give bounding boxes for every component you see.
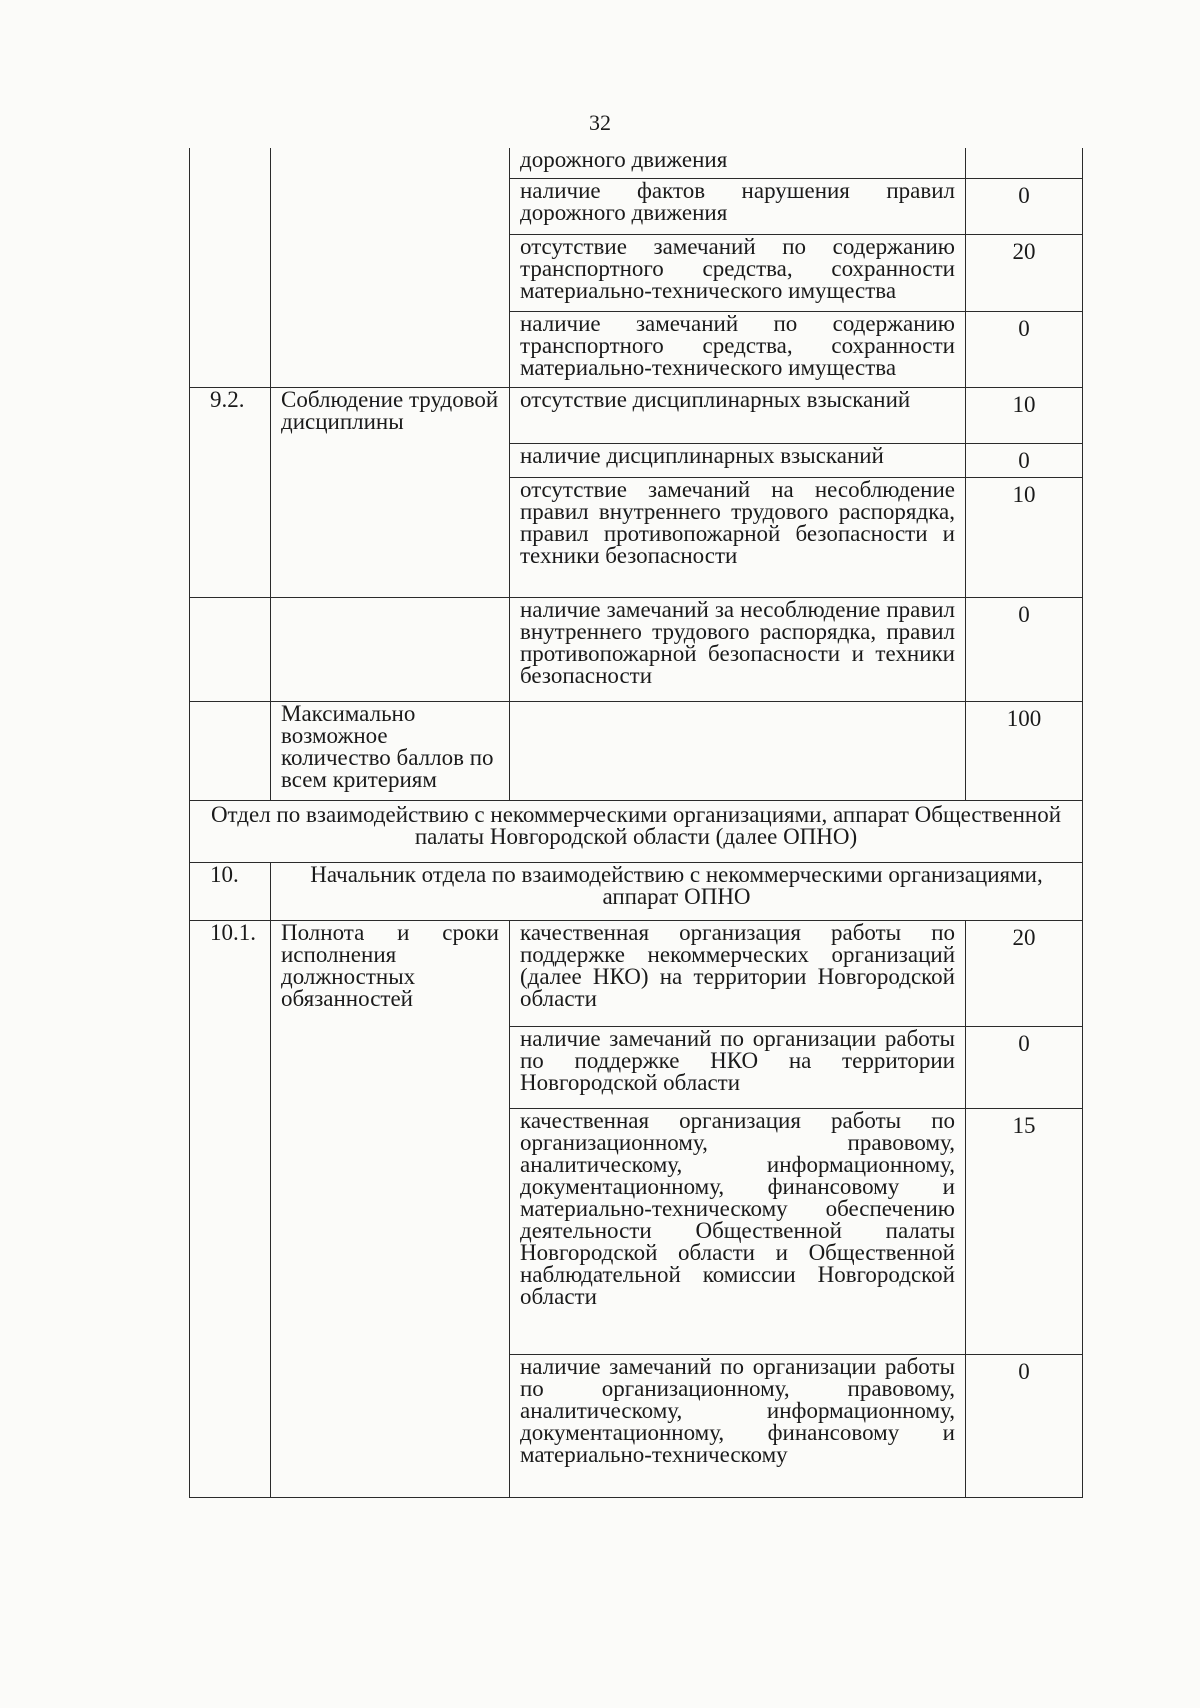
role-number: 10. <box>190 862 271 920</box>
points-cell: 0 <box>966 597 1083 701</box>
criterion-cell: качественная организация работы по поддержке некоммерческих организаций (далее НКО) на территории Новгородской области <box>510 920 966 1026</box>
criteria-table <box>189 148 1083 1498</box>
points-cell: 0 <box>966 1354 1083 1497</box>
criterion-cell: наличие замечаний по организации работы по поддержке НКО на территории Новгородской области <box>510 1026 966 1108</box>
table-row <box>190 597 1083 701</box>
points-cell: 15 <box>966 1108 1083 1354</box>
role-title: Начальник отдела по взаимодействию с некоммерческими организациями, аппарат ОПНО <box>271 862 1083 920</box>
points-cell: 100 <box>966 701 1083 800</box>
indicator-cell: Полнота и сроки исполнения должностных обязанностей <box>271 920 510 1497</box>
section-title: Отдел по взаимодействию с некоммерческими организациями, аппарат Общественной палаты Новгородской области (далее ОПНО) <box>190 800 1083 862</box>
points-cell: 0 <box>966 311 1083 387</box>
points-cell: 20 <box>966 234 1083 311</box>
criterion-cell: отсутствие замечаний по содержанию транспортного средства, сохранности материально-технического имущества <box>510 234 966 311</box>
criterion-cell: отсутствие замечаний на несоблюдение правил внутреннего трудового распорядка, правил противопожарной безопасности и техники безопасности <box>510 477 966 597</box>
points-cell: 10 <box>966 477 1083 597</box>
number-cell: 10.1. <box>190 920 271 1497</box>
points-cell: 0 <box>966 178 1083 234</box>
points-cell <box>966 148 1083 178</box>
criterion-cell: наличие замечаний за несоблюдение правил внутреннего трудового распорядка, правил противопожарной безопасности и техники безопасности <box>510 597 966 701</box>
points-cell: 0 <box>966 443 1083 477</box>
criterion-cell: качественная организация работы по организационному, правовому, аналитическому, информационному, документационному, финансовому и материально-техническому обеспечению деятельности Общественной палаты Новгородской области и Общественной наблюдательной комиссии Новгородской области <box>510 1108 966 1354</box>
table-row <box>190 920 1083 1026</box>
section-row <box>190 800 1083 862</box>
role-row <box>190 862 1083 920</box>
criterion-cell: наличие замечаний по содержанию транспортного средства, сохранности материально-технического имущества <box>510 311 966 387</box>
criterion-cell: дорожного движения <box>510 148 966 178</box>
points-cell: 20 <box>966 920 1083 1026</box>
indicator-cell: Максимально возможное количество баллов по всем критериям <box>271 701 510 800</box>
points-cell: 10 <box>966 387 1083 443</box>
criterion-cell: наличие фактов нарушения правил дорожного движения <box>510 178 966 234</box>
criterion-cell: отсутствие дисциплинарных взысканий <box>510 387 966 443</box>
points-cell: 0 <box>966 1026 1083 1108</box>
indicator-cell: Соблюдение трудовой дисциплины <box>271 387 510 597</box>
criterion-cell: наличие дисциплинарных взысканий <box>510 443 966 477</box>
criterion-cell: наличие замечаний по организации работы по организационному, правовому, аналитическому, информационному, документационному, финансовому и материально-техническому <box>510 1354 966 1497</box>
page-number: 32 <box>589 110 611 135</box>
table-row <box>190 387 1083 443</box>
table-row <box>190 148 1083 178</box>
number-cell: 9.2. <box>190 387 271 597</box>
table-row <box>190 701 1083 800</box>
